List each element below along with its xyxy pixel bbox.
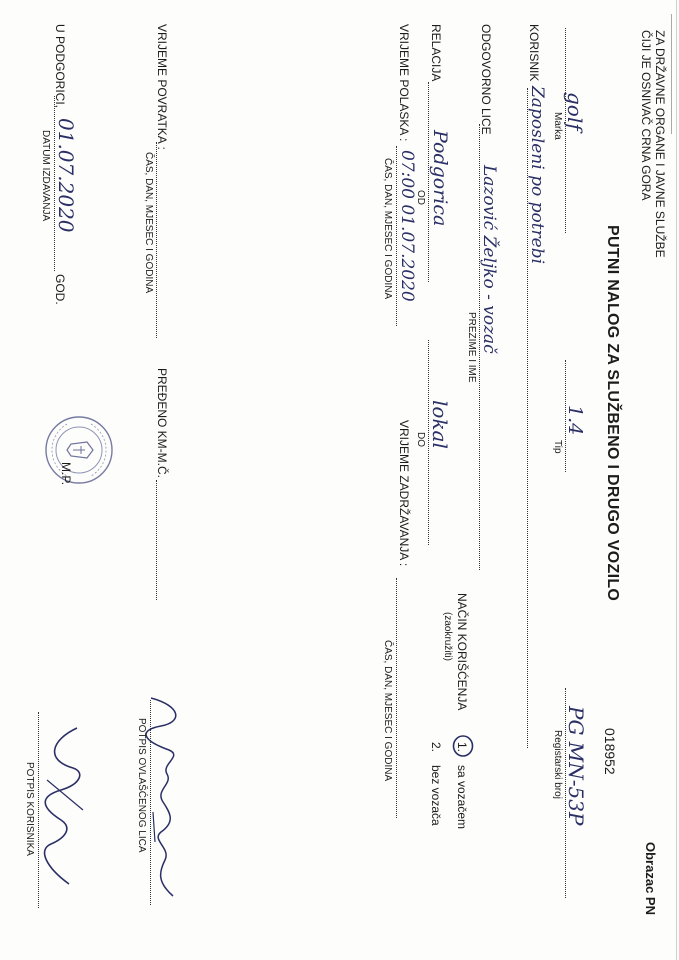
authorized-signature-line <box>150 700 151 905</box>
reg-line <box>565 688 566 898</box>
usage-option-1-number: 1. <box>455 742 469 753</box>
make-label: Marka <box>552 112 563 140</box>
issue-place-label: U PODGORICI, <box>53 24 67 109</box>
scan-artifact-line <box>671 14 672 134</box>
user-value: Zaposleni po potrebi <box>527 86 547 265</box>
issue-year-suffix: GOD. <box>53 274 67 305</box>
usage-option-2-number: 2. <box>429 742 443 753</box>
distance-line <box>156 480 157 600</box>
reg-label: Registarski broj <box>552 730 563 799</box>
issuer-line-1: ZA DRŽAVNE ORGANE I JAVNE SLUŽBE <box>653 30 667 258</box>
type-value: 1.4 <box>564 405 586 436</box>
stamp-label: M.P. <box>59 462 73 486</box>
user-signature-scribble <box>31 720 91 890</box>
form-code: Obrazac PN <box>643 842 658 915</box>
departure-label: VRIJEME POLASKA : <box>397 24 411 142</box>
selected-option-circle <box>451 734 475 758</box>
usage-option-2-text: bez vozača <box>429 765 443 826</box>
top-edge-line <box>676 0 677 960</box>
usage-mode-hint: (zaokružiti) <box>442 612 453 661</box>
stay-sub-label: ČAS, DAN, MJESEC I GODINA <box>382 640 393 782</box>
route-to-value: lokal <box>428 400 452 449</box>
route-from-line <box>428 82 429 282</box>
departure-sub-label: ČAS, DAN, MJESEC I GODINA <box>382 158 393 300</box>
form-title: PUTNI NALOG ZA SLUŽBENO I DRUGO VOZILO <box>604 225 621 602</box>
issue-date-value: 01.07.2020 <box>54 118 78 233</box>
distance-label: PREĐENO KM-M.Č. <box>155 368 169 479</box>
issue-date-label: DATUM IZDAVANJA <box>40 130 51 222</box>
type-line <box>565 360 566 472</box>
usage-mode-label: NAČIN KORIŠĆENJA <box>455 593 469 711</box>
type-label: Tip <box>552 440 563 454</box>
responsible-line <box>479 124 480 570</box>
responsible-value: Lazović Željko - vozač <box>479 165 499 354</box>
user-line <box>527 88 528 748</box>
route-to-line <box>428 340 429 545</box>
authorized-signature-label: POTPIS OVLAŠĆENOG LICA <box>136 718 147 853</box>
official-stamp-seal <box>39 410 119 490</box>
issuer-line-2: ČIJI JE OSNIVAČ CRNA GORA <box>639 30 653 201</box>
route-from-value: Podgorica <box>429 130 451 227</box>
user-label: KORISNIK <box>527 24 541 82</box>
user-signature-label: POTPIS KORISNIKA <box>24 762 35 856</box>
stay-line <box>396 578 397 818</box>
return-sub-label: ČAS, DAN, MJESEC I GODINA <box>143 152 154 294</box>
return-line <box>156 142 157 338</box>
responsible-label: ODGOVORNO LICE <box>479 24 493 135</box>
reg-value: PG MN-53P <box>564 706 588 826</box>
usage-option-1-text: sa vozačem <box>455 765 469 830</box>
make-line <box>565 28 566 233</box>
serial-number: 018952 <box>602 728 618 775</box>
issue-date-line <box>54 96 55 271</box>
departure-value: 07:00 01.07.2020 <box>397 150 417 302</box>
route-to-label: DO <box>415 432 426 447</box>
return-label: VRIJEME POVRATKA : <box>155 24 169 150</box>
stay-label: VRIJEME ZADRŽAVANJA : <box>397 420 411 567</box>
route-label: RELACIJA <box>429 24 443 82</box>
make-value: golf <box>563 92 587 131</box>
responsible-sub-label: PREZIME I IME <box>466 312 477 383</box>
user-signature-line <box>38 712 39 908</box>
route-from-label: OD <box>415 190 426 205</box>
departure-line <box>396 146 397 326</box>
